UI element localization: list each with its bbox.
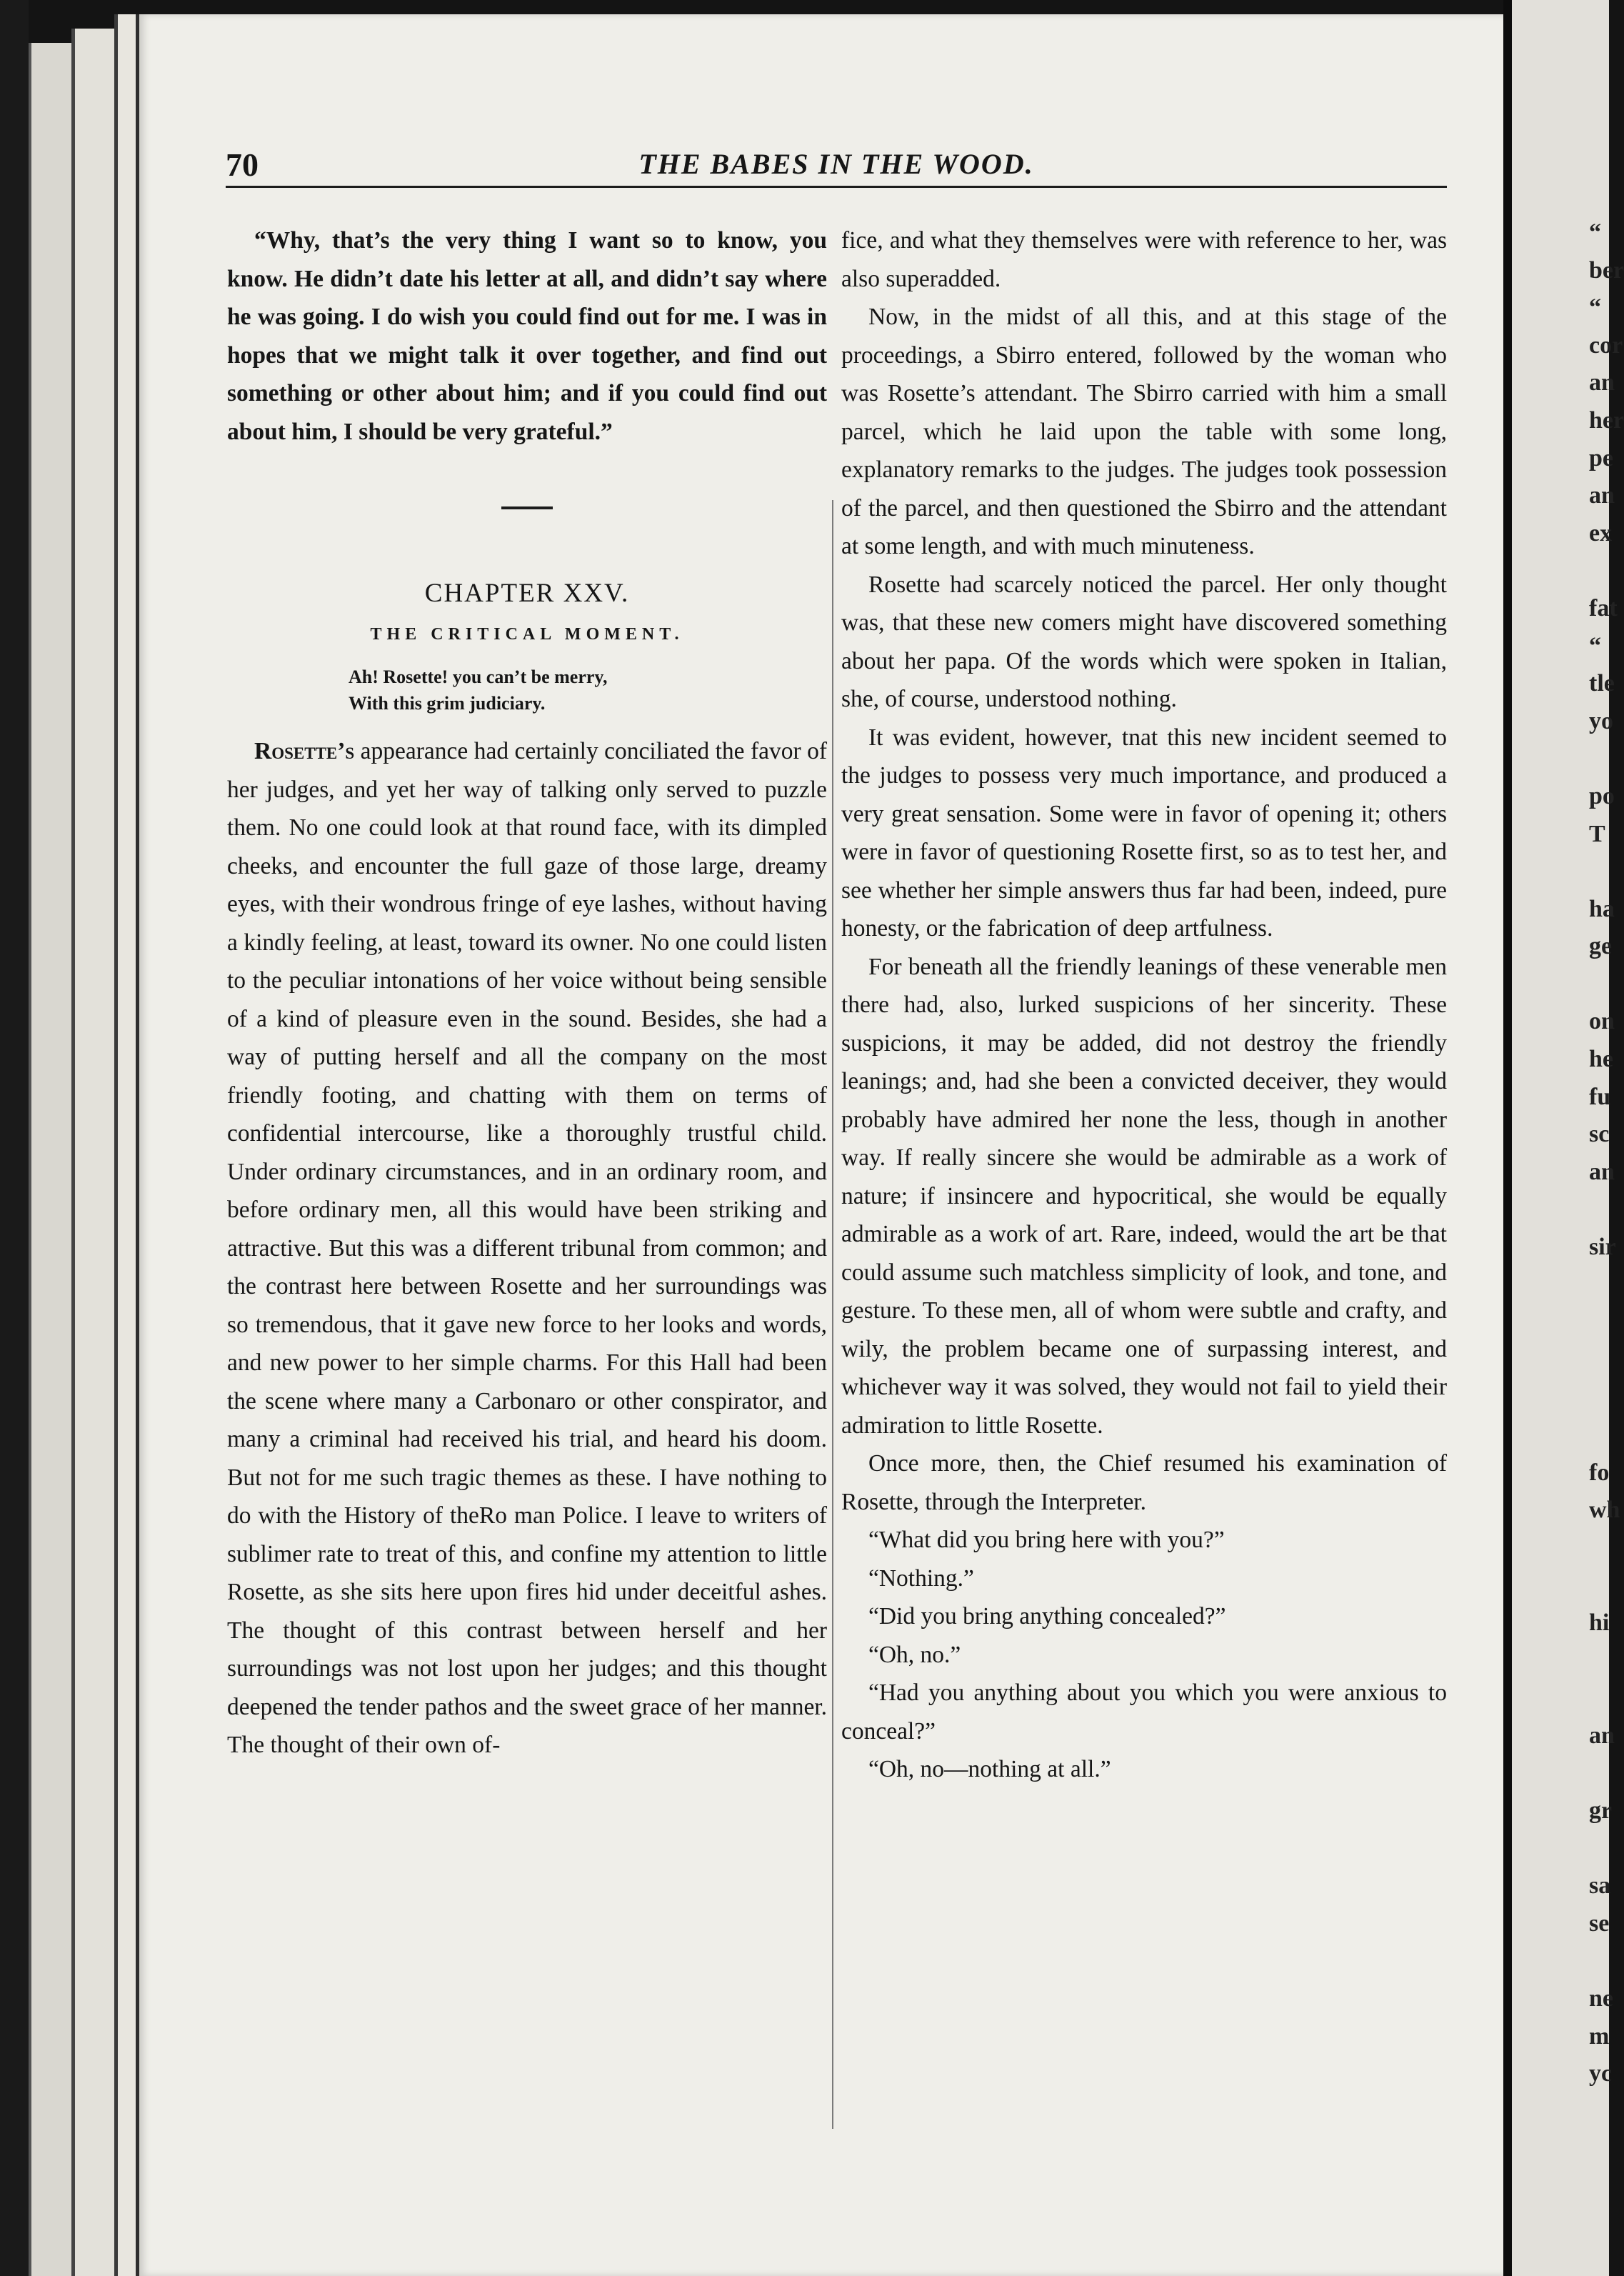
dialogue-line: “Had you anything about you which you were anxious to conceal?” — [841, 1679, 1447, 1745]
paragraph: It was evident, however, tnat this new incident seemed to the judges to possess very much importance, and produced a very great sensation. Some were in favor of opening it; others were in favor of questioning Rosette first, so as to test her, and see whether her simple answers thus far had been, indeed, pure honesty, or the fabrication of deep artfulness. — [841, 724, 1447, 942]
page-edge-1 — [29, 43, 74, 2276]
opening-paragraph: “Why, that’s the very thing I want so to know, you know. He didn’t date his letter at all, and didn’t say where he was going. I do wish you could find out for me. I was in hopes that we might talk it over together, and find out something or other about him; and if you could find out about him, I should be very grateful.” — [227, 227, 827, 445]
paragraph: Rosette had scarcely noticed the parcel. Her only thought was, that these new comers might have discovered something about her papa. Of the words which were spoken in Italian, she, of course, understood nothing. — [841, 571, 1447, 712]
next-page-fragment: yo — [1589, 707, 1613, 734]
paragraph: Now, in the midst of all this, and at this stage of the proceedings, a Sbirro entered, followed by the woman who was Rosette’s attendant. The Sbirro carried with him a small parcel, which he laid upon the table with some long, explanatory remarks to the judges. The judges took possession of the parcel, and then questioned the Sbirro and the attendant at some length, and with much minuteness. — [841, 304, 1447, 559]
chapter-paragraph — [227, 732, 827, 1765]
next-page-fragment: her — [1589, 406, 1624, 434]
next-page-fragment — [1589, 1942, 1618, 1980]
next-page-fragment — [1589, 1379, 1618, 1417]
dialogue-line: “What did you bring here with you?” — [868, 1527, 1225, 1553]
next-page-fragment — [1589, 853, 1618, 891]
next-page-fragment: “ — [1589, 219, 1601, 246]
next-page-fragment: sc — [1589, 1121, 1610, 1148]
page-number: 70 — [226, 146, 259, 183]
next-page-fragment — [1589, 552, 1618, 590]
epigraph — [349, 664, 827, 717]
next-page-fragment: fu — [1589, 1083, 1611, 1110]
next-page-fragment — [1589, 1267, 1618, 1304]
next-page-fragment — [1589, 1755, 1618, 1792]
next-page-fragment: an — [1589, 1722, 1615, 1749]
dialogue-line: “Oh, no—nothing at all.” — [868, 1756, 1111, 1782]
running-head — [226, 143, 1447, 188]
next-page-fragment: he — [1589, 1046, 1613, 1073]
next-page-fragment: wh — [1589, 1497, 1620, 1524]
section-rule — [501, 506, 553, 509]
next-page-fragment: sa — [1589, 1872, 1611, 1900]
next-page-fragment: fat — [1589, 594, 1618, 622]
chapter-paragraph-text: appearance had certainly conciliated the favor of her judges, and yet her way of talking only served to puzzle them. No one could look at that round face, with its dimpled cheeks, and encounter the full gaze of those large, dreamy eyes, with their wondrous fringe of eye lashes, without having a kindly feeling, at least, toward its owner. No one could listen to the peculiar intonations of her voice without being sensible of a kind of pleasure even in the sound. Besides, she had a way of putting herself and all the company on the most friendly footing, and chatting with them on terms of confidential intercourse, like a thoroughly trustful child. Under ordinary circumstances, and in an ordinary room, and before ordinary men, all this would have been striking and attractive. But this was a different tribunal from common; and the contrast here between Rosette and her surroundings was so tremendous, that it gave new force to her looks and words, and new power to her simple charms. For this Hall had been the scene where many a Carbonaro or other conspirator, and many a criminal had received his trial, and heard his doom. But not for me such tragic themes as these. I have nothing to do with the History of theRo man Police. I leave to writers of sublimer rate to treat of this, and confine my attention to little Rosette, as she sits here upon fires hid under deceitful ashes. The thought of this contrast between herself and her surroundings was not lost upon her judges; and this thought deepened the tender pathos and the sweet grace of her manner. The thought of their own of- — [227, 738, 827, 1758]
next-page-fragment: m — [1589, 2022, 1610, 2050]
next-page-fragment — [1589, 1830, 1618, 1868]
next-page-fragment: “ — [1589, 294, 1601, 321]
next-page-fragment — [1589, 1304, 1618, 1342]
next-page-fragment: tle — [1589, 670, 1615, 697]
next-page-text-fragments — [1589, 214, 1624, 2093]
next-page-edge — [1503, 0, 1624, 2276]
next-page-fragment: yc — [1589, 2060, 1613, 2087]
next-page-fragment: ge — [1589, 933, 1613, 960]
dialogue-line: “Nothing.” — [868, 1564, 974, 1592]
next-page-fragment: po — [1589, 782, 1615, 809]
next-page-fragment: an — [1589, 369, 1615, 396]
dialogue-line: “Oh, no.” — [868, 1641, 961, 1668]
next-page-fragment — [1589, 1567, 1618, 1604]
next-page-fragment — [1589, 1642, 1618, 1680]
epigraph-line: Ah! Rosette! you can’t be merry, — [349, 667, 608, 687]
next-page-fragment: ex — [1589, 519, 1613, 546]
next-page-fragment: ne — [1589, 1985, 1613, 2012]
next-page-fragment — [1589, 966, 1618, 1004]
next-page-fragment: on — [1589, 1008, 1615, 1035]
chapter-subtitle: THE CRITICAL MOMENT. — [370, 625, 684, 644]
next-page-fragment: an — [1589, 1158, 1615, 1185]
paragraph: fice, and what they themselves were with reference to her, was also superadded. — [841, 227, 1447, 292]
column-divider — [832, 500, 833, 2129]
next-page-fragment: hi — [1589, 1609, 1610, 1636]
dialogue-line: “Did you bring anything concealed?” — [868, 1603, 1226, 1629]
next-page-fragment: pe — [1589, 444, 1613, 471]
chapter-title: CHAPTER XXV. — [424, 579, 630, 608]
paragraph: For beneath all the friendly leanings of these venerable men there had, also, lurked suspicions of her sincerity. These suspicions, it may be added, did not destroy the friendly leanings; and, had she been a convicted deceiver, they would probably have admired her none the less, though in another way. If really sincere she would be admirable as a work of nature; if insincere and hypocritical, she would be equally admirable as a work of art. Rare, indeed, would the art be that could assume such matchless simplicity of look, and tone, and gesture. To these men, all of whom were subtle and crafty, and wily, the problem became one of surpassing interest, and whichever way it was solved, they would not fail to yield their admiration to little Rosette. — [841, 953, 1447, 1439]
next-page-fragment — [1589, 1191, 1618, 1229]
next-page-fragment: “ — [1589, 632, 1601, 659]
next-page-fragment — [1589, 1529, 1618, 1567]
next-page-fragment: cor — [1589, 331, 1623, 359]
paragraph: Once more, then, the Chief resumed his examination of Rosette, through the Interpreter. — [841, 1450, 1447, 1515]
next-page-fragment: an — [1589, 482, 1615, 509]
next-page-fragment: gr — [1589, 1797, 1613, 1824]
left-column — [227, 221, 827, 1765]
next-page-fragment — [1589, 740, 1618, 778]
epigraph-line: With this grim judiciary. — [349, 693, 546, 714]
next-page-fragment: sir — [1589, 1234, 1616, 1261]
next-page-fragment: ber — [1589, 256, 1624, 284]
next-page-fragment — [1589, 1417, 1618, 1454]
right-column — [841, 221, 1447, 1789]
next-page-fragment — [1589, 1342, 1618, 1379]
next-page-fragment: se — [1589, 1910, 1610, 1937]
next-page-fragment — [1589, 1679, 1618, 1717]
next-page-fragment: fo — [1589, 1459, 1610, 1486]
next-page-fragment: T — [1589, 820, 1605, 847]
book-title: THE BABES IN THE WOOD. — [638, 148, 1034, 180]
chapter-first-word: Rosette’s — [254, 738, 355, 764]
page-edge-2 — [71, 29, 118, 2276]
next-page-fragment: ha — [1589, 895, 1615, 922]
scan-background — [0, 0, 29, 2276]
